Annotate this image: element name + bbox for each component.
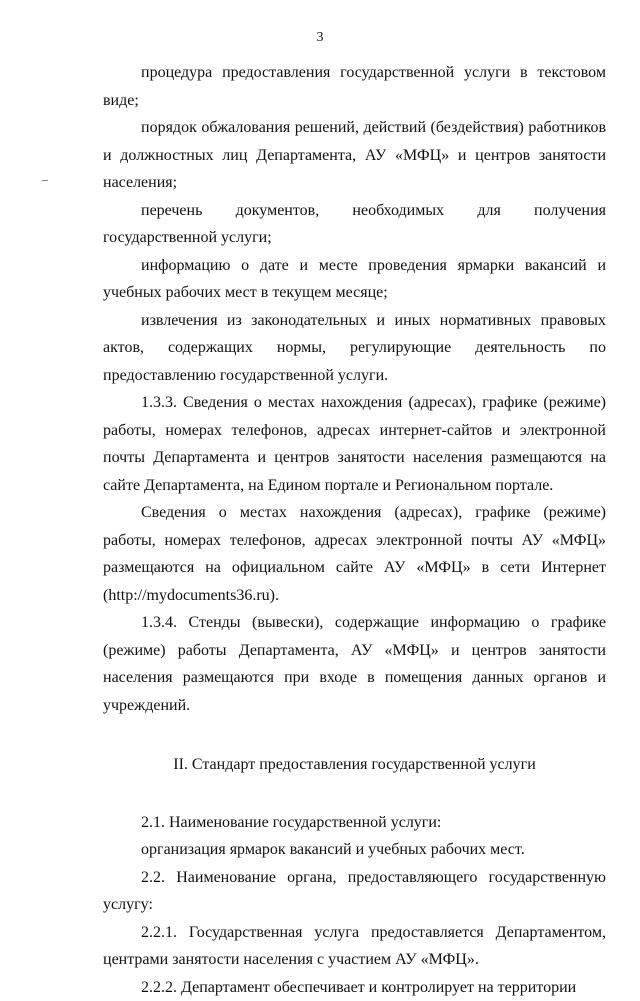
paragraph: извлечения из законодательных и иных нормативных правовых актов, содержащих нормы, регулирующие деятельность по предоставлению государственной услуги. <box>103 307 606 390</box>
paragraph: порядок обжалования решений, действий (бездействия) работников и должностных лиц Департамента, АУ «МФЦ» и центров занятости населения; <box>103 114 606 197</box>
paragraph: информацию о дате и месте проведения ярмарки вакансий и учебных рабочих мест в текущем месяце; <box>103 252 606 307</box>
paragraph: 2.2.2. Департамент обеспечивает и контролирует на территории <box>103 974 606 1001</box>
paragraph: 2.2. Наименование органа, предоставляющего государственную услугу: <box>103 864 606 919</box>
paragraph: процедура предоставления государственной услуги в текстовом виде; <box>103 59 606 114</box>
paragraph: 1.3.3. Сведения о местах нахождения (адресах), графике (режиме) работы, номерах телефонов, адресах интернет-сайтов и электронной почты Департамента и центров занятости населения размещаются на сайте Департамента, на Едином портале и Региональном портале. <box>103 389 606 499</box>
paragraph: 2.1. Наименование государственной услуги: <box>103 809 606 837</box>
page-number: 3 <box>0 30 640 46</box>
paragraph: Сведения о местах нахождения (адресах), графике (режиме) работы, номерах телефонов, адресах электронной почты АУ «МФЦ» размещаются на официальном сайте АУ «МФЦ» в сети Интернет (http://mydocuments36.ru). <box>103 499 606 609</box>
paragraph: 2.2.1. Государственная услуга предоставляется Департаментом, центрами занятости населения с участием АУ «МФЦ». <box>103 919 606 974</box>
document-body <box>103 59 606 1001</box>
section-title: II. Стандарт предоставления государственной услуги <box>103 751 606 779</box>
margin-mark <box>42 180 48 181</box>
paragraph: организация ярмарок вакансий и учебных рабочих мест. <box>103 836 606 864</box>
paragraph: 1.3.4. Стенды (вывески), содержащие информацию о графике (режиме) работы Департамента, АУ «МФЦ» и центров занятости населения размещаются при входе в помещения данных органов и учреждений. <box>103 609 606 719</box>
paragraph: перечень документов, необходимых для получения государственной услуги; <box>103 197 606 252</box>
